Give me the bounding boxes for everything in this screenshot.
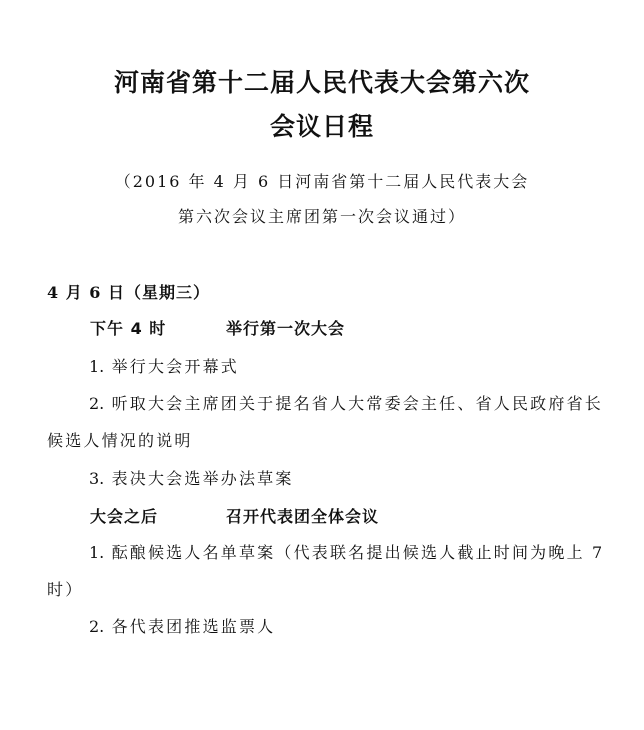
agenda-item: [47, 385, 607, 459]
session-time: 大会之后: [90, 507, 159, 526]
session-time: 下午 4 时: [90, 319, 167, 338]
agenda-item-text: 酝酿候选人名单草案（代表联名提出候选人截止时间为晚上 7 时）: [47, 543, 605, 599]
document-title-line-1: 河南省第十二届人民代表大会第六次: [113, 68, 530, 97]
agenda-item-number: 3.: [89, 469, 105, 488]
document-title-line-2: 会议日程: [269, 112, 374, 141]
agenda-item: [47, 534, 607, 608]
agenda-item-number: 2.: [89, 617, 105, 636]
session-event: 召开代表团全体会议: [226, 507, 380, 526]
agenda-item-text: 表决大会选举办法草案: [111, 469, 294, 488]
agenda-item: [47, 608, 607, 645]
session-after-assembly: [90, 506, 379, 528]
agenda-item-text: 各代表团推选监票人: [111, 617, 276, 636]
agenda-item-text: 听取大会主席团关于提名省人大常委会主任、省人民政府省长候选人情况的说明: [47, 394, 603, 450]
session-event: 举行第一次大会: [226, 319, 346, 338]
session-afternoon: [90, 318, 345, 340]
agenda-item: [47, 460, 607, 497]
agenda-item-text: 举行大会开幕式: [111, 357, 239, 376]
agenda-item: [47, 348, 607, 385]
approval-note-line-1: （2016 年 4 月 6 日河南省第十二届人民代表大会: [114, 172, 530, 191]
agenda-item-number: 2.: [89, 394, 105, 413]
date-heading: 4 月 6 日（星期三）: [47, 283, 210, 302]
agenda-item-number: 1.: [89, 543, 105, 562]
agenda-item-number: 1.: [89, 357, 105, 376]
approval-note-line-2: 第六次会议主席团第一次会议通过）: [177, 207, 466, 226]
